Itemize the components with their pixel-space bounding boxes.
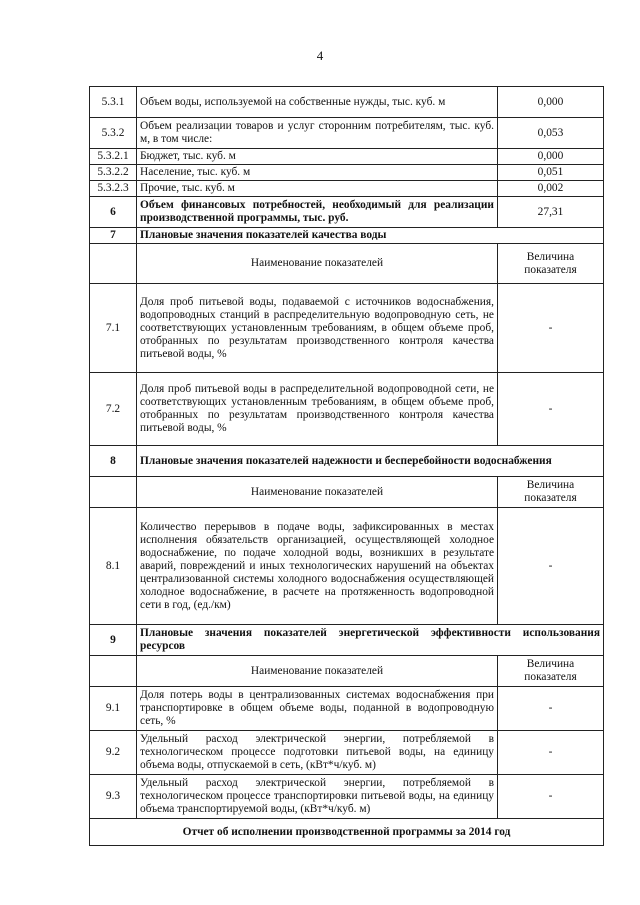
- report-title: Отчет об исполнении производственной программы за 2014 год: [90, 819, 604, 846]
- header-name: Наименование показателей: [137, 477, 498, 508]
- row-text: Население, тыс. куб. м: [137, 165, 498, 181]
- table-row: [90, 731, 604, 775]
- table-row: [90, 149, 604, 165]
- section-number: 7: [90, 228, 137, 244]
- header-row: [90, 244, 604, 284]
- row-value: -: [498, 373, 604, 446]
- section-row: [90, 446, 604, 477]
- table-row: [90, 508, 604, 625]
- table-row: [90, 197, 604, 228]
- section-row: [90, 625, 604, 656]
- row-number: 7.1: [90, 284, 137, 373]
- table-row: [90, 373, 604, 446]
- header-value: Величина показателя: [498, 477, 604, 508]
- row-number: 5.3.1: [90, 87, 137, 118]
- row-number: 8.1: [90, 508, 137, 625]
- header-row: [90, 656, 604, 687]
- report-row: [90, 819, 604, 846]
- section-row: [90, 228, 604, 244]
- row-number: 5.3.2.2: [90, 165, 137, 181]
- section-title: Плановые значения показателей энергетической эффективности использования ресурсов: [137, 625, 604, 656]
- row-number: 5.3.2.1: [90, 149, 137, 165]
- table-row: [90, 775, 604, 819]
- row-text: Объем реализации товаров и услуг сторонним потребителям, тыс. куб. м, в том числе:: [137, 118, 498, 149]
- row-text: Бюджет, тыс. куб. м: [137, 149, 498, 165]
- row-value: 0,051: [498, 165, 604, 181]
- header-value: Величина показателя: [498, 244, 604, 284]
- row-number: 7.2: [90, 373, 137, 446]
- header-row: [90, 477, 604, 508]
- row-text: Доля потерь воды в централизованных системах водоснабжения при транспортировке в общем объеме воды, поданной в водопроводную сеть, %: [137, 687, 498, 731]
- row-value: 0,000: [498, 149, 604, 165]
- row-value: -: [498, 284, 604, 373]
- header-value: Величина показателя: [498, 656, 604, 687]
- table-row: [90, 284, 604, 373]
- row-number: 5.3.2.3: [90, 181, 137, 197]
- row-value: 0,002: [498, 181, 604, 197]
- section-title: Плановые значения показателей надежности и бесперебойности водоснабжения: [137, 446, 604, 477]
- header-name: Наименование показателей: [137, 656, 498, 687]
- row-value: 27,31: [498, 197, 604, 228]
- table-row: [90, 118, 604, 149]
- table-row: [90, 181, 604, 197]
- row-value: -: [498, 775, 604, 819]
- section-title: Плановые значения показателей качества воды: [137, 228, 604, 244]
- row-text: Удельный расход электрической энергии, потребляемой в технологическом процессе подготовки питьевой воды, на единицу объема воды, отпускаемой в сеть, (кВт*ч/куб. м): [137, 731, 498, 775]
- table-row: [90, 87, 604, 118]
- row-number: 9.3: [90, 775, 137, 819]
- row-text: Объем финансовых потребностей, необходимый для реализации производственной программы, тыс. руб.: [137, 197, 498, 228]
- row-text: Количество перерывов в подаче воды, зафиксированных в местах исполнения обязательств организацией, осуществляющей холодное водоснабжение, по подаче холодной воды, возникших в результате аварий, повреждений и иных технологических нарушений на объектах централизованной системы холодного водоснабжения осуществляющей холодное водоснабжение, в расчете на протяженность водопроводной сети в год, (ед./км): [137, 508, 498, 625]
- header-name: Наименование показателей: [137, 244, 498, 284]
- row-value: -: [498, 508, 604, 625]
- program-table: [89, 86, 604, 846]
- row-value: -: [498, 731, 604, 775]
- row-text: Удельный расход электрической энергии, потребляемой в технологическом процессе транспортировки питьевой воды, на единицу объема транспортируемой воды, (кВт*ч/куб. м): [137, 775, 498, 819]
- row-number: 6: [90, 197, 137, 228]
- section-number: 8: [90, 446, 137, 477]
- row-number: 9.2: [90, 731, 137, 775]
- row-value: -: [498, 687, 604, 731]
- table-row: [90, 687, 604, 731]
- row-value: 0,053: [498, 118, 604, 149]
- page-number: 4: [316, 48, 324, 63]
- row-value: 0,000: [498, 87, 604, 118]
- section-number: 9: [90, 625, 137, 656]
- table-row: [90, 165, 604, 181]
- row-text: Доля проб питьевой воды в распределительной водопроводной сети, не соответствующих установленным требованиям, в общем объеме проб, отобранных по результатам производственного контроля качества питьевой воды, %: [137, 373, 498, 446]
- row-text: Объем воды, используемой на собственные нужды, тыс. куб. м: [137, 87, 498, 118]
- row-text: Прочие, тыс. куб. м: [137, 181, 498, 197]
- row-number: 5.3.2: [90, 118, 137, 149]
- row-number: 9.1: [90, 687, 137, 731]
- row-text: Доля проб питьевой воды, подаваемой с источников водоснабжения, водопроводных станций в распределительную водопроводную сеть, не соответствующих установленным требованиям, в общем объеме проб, отобранных по результатам производственного контроля качества питьевой воды, %: [137, 284, 498, 373]
